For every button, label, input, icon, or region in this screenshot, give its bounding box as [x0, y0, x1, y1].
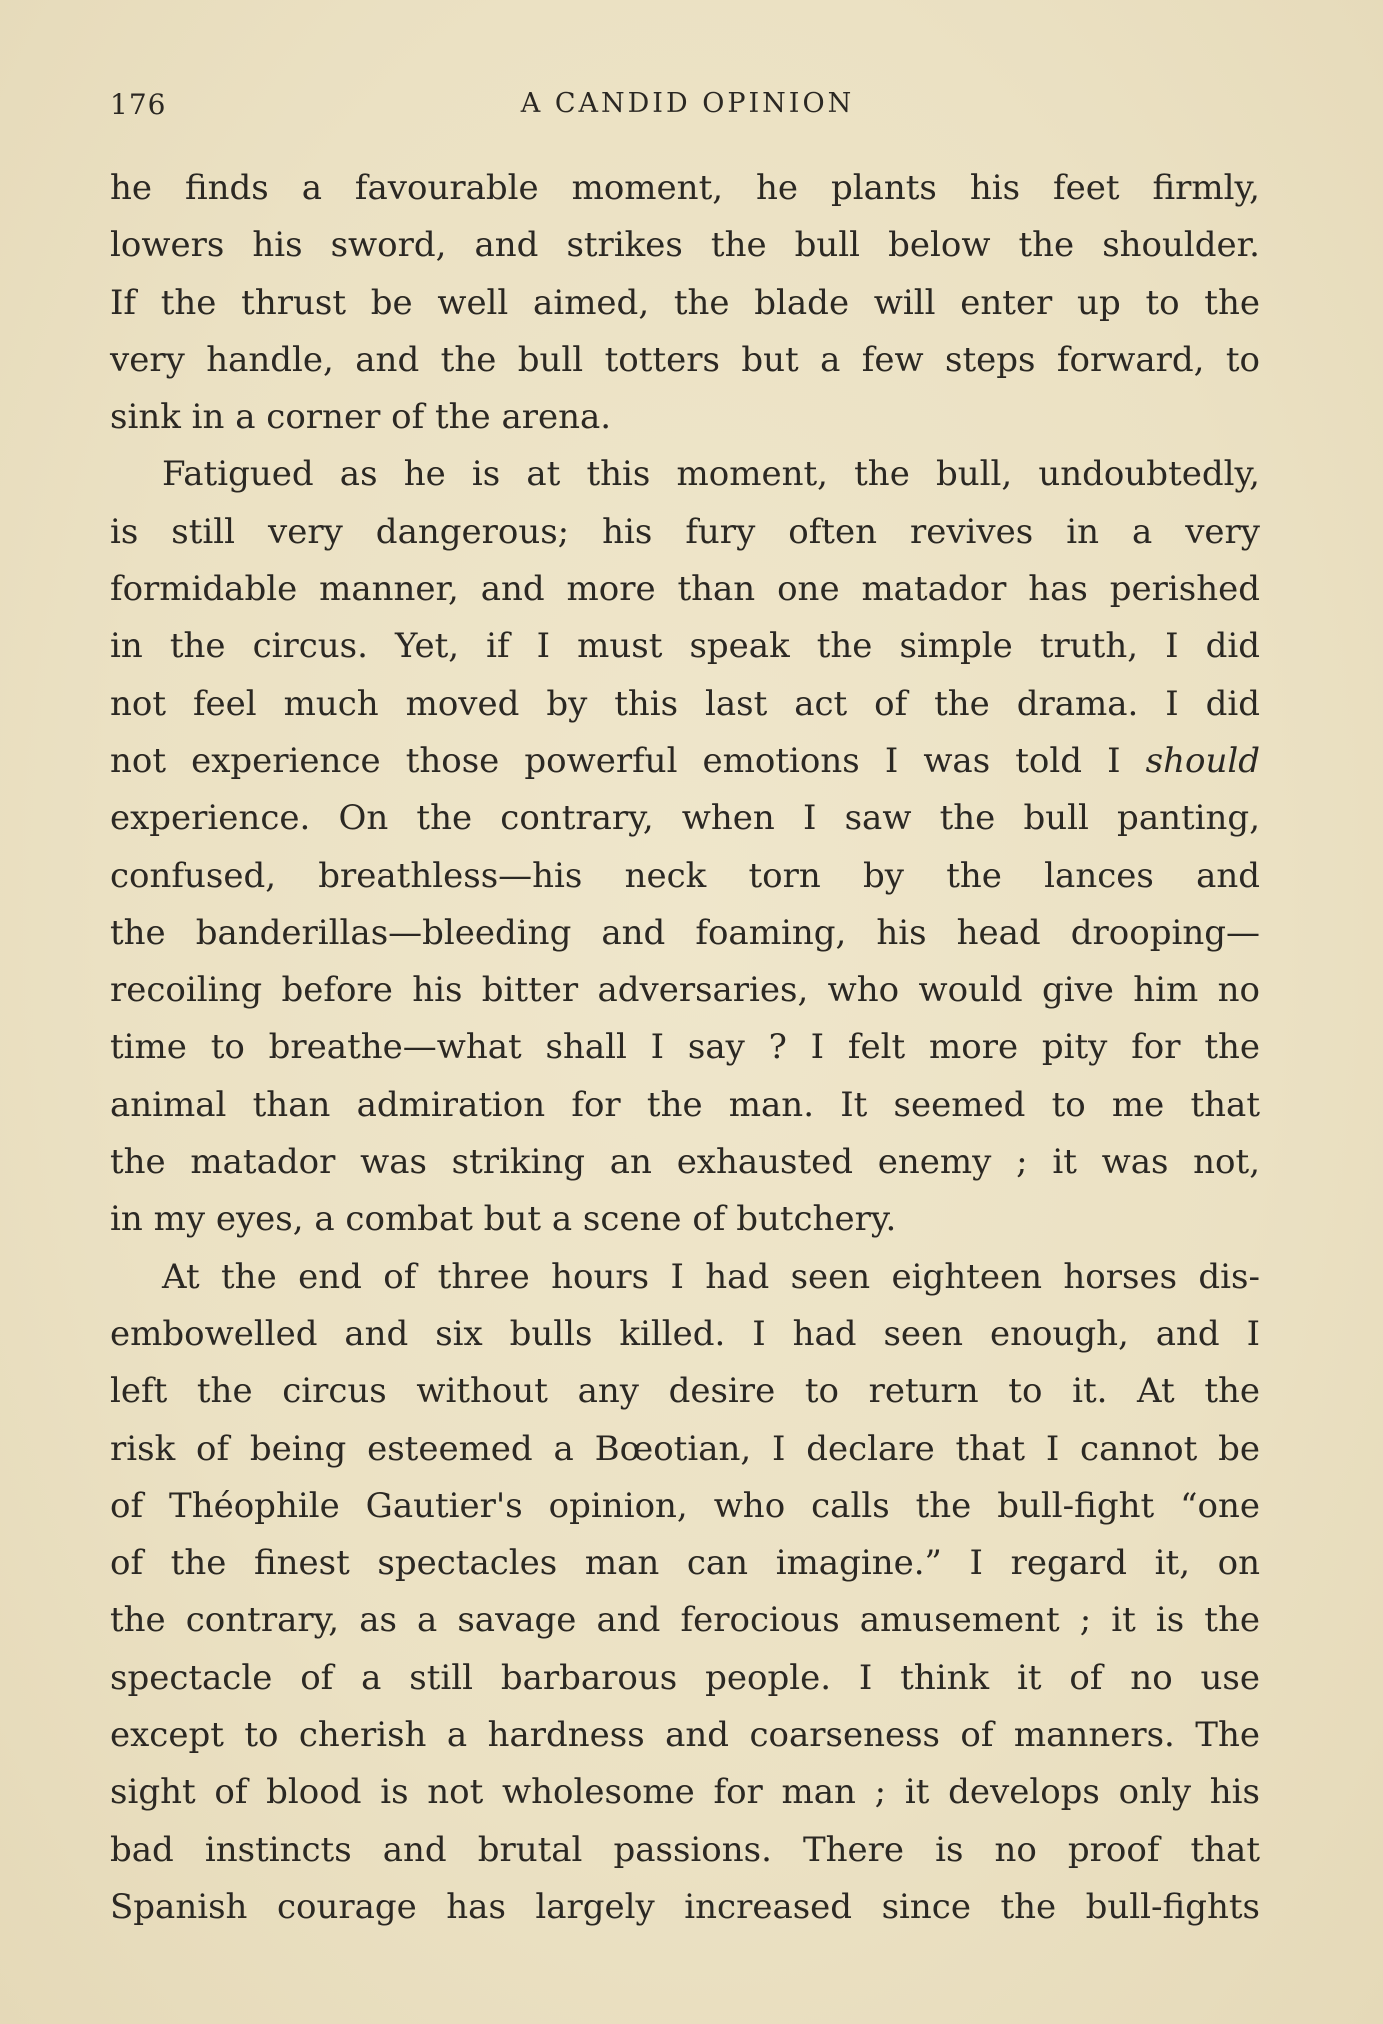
running-head — [110, 88, 1265, 128]
italic-word: should — [1145, 740, 1260, 781]
paragraph-start-line: Fatigued as he is at this moment, the bull, undoubtedly, — [162, 454, 1260, 495]
text-line: the matador was striking an exhausted enemy ; it was not, — [110, 1142, 1260, 1183]
text-line: recoiling before his bitter adversaries, who would give him no — [110, 970, 1260, 1011]
text-line: formidable manner, and more than one matador has perished — [110, 569, 1260, 610]
text-line: sight of blood is not wholesome for man ; it develops only his — [110, 1772, 1260, 1813]
text-line: sink in a corner of the arena. — [110, 397, 612, 438]
text-line: bad instincts and brutal passions. There is no proof that — [110, 1829, 1260, 1870]
text-line: except to cherish a hardness and coarseness of manners. The — [110, 1715, 1260, 1756]
text-line: Spanish courage has largely increased since the bull-fights — [110, 1886, 1260, 1927]
text-line: the contrary, as a savage and ferocious amusement ; it is the — [110, 1600, 1260, 1641]
text-line: the banderillas—bleeding and foaming, his head drooping— — [110, 912, 1260, 953]
text-line: risk of being esteemed a Bœotian, I declare that I cannot be — [110, 1428, 1260, 1469]
text-line: very handle, and the bull totters but a few steps forward, to — [110, 339, 1260, 380]
text-line: embowelled and six bulls killed. I had seen enough, and I — [110, 1313, 1260, 1354]
body-text — [110, 160, 1260, 1936]
text-line: in my eyes, a combat but a scene of butchery. — [110, 1199, 897, 1240]
text-line: left the circus without any desire to return to it. At the — [110, 1371, 1260, 1412]
text-line-with-italic — [110, 733, 1260, 790]
text-line: If the thrust be well aimed, the blade will enter up to the — [110, 282, 1260, 323]
text-line: experience. On the contrary, when I saw the bull panting, — [110, 798, 1260, 839]
page-number: 176 — [110, 88, 167, 121]
text-line: of Théophile Gautier's opinion, who calls the bull-fight “one — [110, 1485, 1260, 1526]
paragraph-start-line: At the end of three hours I had seen eighteen horses dis- — [162, 1256, 1260, 1297]
text-line: in the circus. Yet, if I must speak the simple truth, I did — [110, 626, 1260, 667]
text-line: he finds a favourable moment, he plants his feet firmly, — [110, 168, 1260, 208]
text-line: confused, breathless—his neck torn by the lances and — [110, 855, 1260, 896]
text-line: animal than admiration for the man. It seemed to me that — [110, 1084, 1260, 1125]
text-line: is still very dangerous; his fury often revives in a very — [110, 511, 1260, 552]
text-line: time to breathe—what shall I say ? I felt more pity for the — [110, 1027, 1260, 1068]
running-title: A CANDID OPINION — [520, 88, 855, 119]
text-line: not feel much moved by this last act of the drama. I did — [110, 683, 1260, 724]
text-line: spectacle of a still barbarous people. I think it of no use — [110, 1657, 1260, 1698]
text-line: lowers his sword, and strikes the bull below the shoulder. — [110, 225, 1260, 266]
text-line: of the finest spectacles man can imagine.” I regard it, on — [110, 1543, 1260, 1584]
text-line-segment: not experience those powerful emotions I was told I — [110, 740, 1121, 781]
